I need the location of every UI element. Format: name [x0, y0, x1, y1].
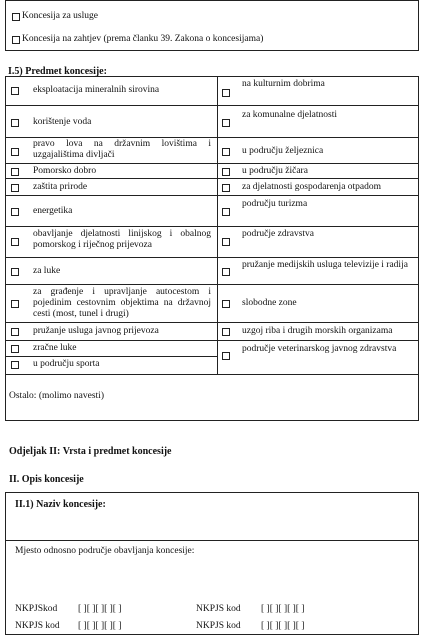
subject-label: Pomorsko dobro: [33, 166, 97, 176]
checkbox[interactable]: [11, 345, 19, 353]
subject-label: u području željeznica: [242, 146, 324, 156]
checkbox[interactable]: [222, 89, 230, 97]
subject-label: područje veterinarskog javnog zdravstva: [242, 344, 397, 354]
checkbox[interactable]: [222, 352, 230, 360]
option-label: Koncesija na zahtjev (prema članku 39. Zakona o koncesijama): [22, 34, 264, 44]
subject-label: području turizma: [242, 199, 308, 209]
subject-label: u području žičara: [242, 166, 308, 176]
checkbox[interactable]: [11, 361, 19, 369]
checkbox[interactable]: [222, 168, 230, 176]
row-divider: [5, 322, 217, 323]
subject-label: pružanje medijskih usluga televizije i radija: [242, 260, 408, 270]
concession-name-label: II.1) Naziv koncesije:: [15, 499, 106, 510]
checkbox[interactable]: [222, 300, 230, 308]
checkbox[interactable]: [11, 148, 19, 156]
row-divider: [5, 540, 419, 541]
row-divider: [5, 195, 217, 196]
row-divider: [5, 284, 217, 285]
section-subtitle-ii: II. Opis koncesije: [9, 474, 84, 485]
nkpjs-code-boxes[interactable]: [ ][ ][ ][ ][ ]: [261, 604, 305, 614]
subject-label: za građenje i upravljanje autocestom i pojedinim cestovnim objektima na državnoj cesti (most, tunel i drugi): [33, 287, 211, 319]
row-divider: [217, 105, 419, 106]
nkpjs-code-boxes[interactable]: [ ][ ][ ][ ][ ]: [78, 604, 122, 614]
subject-label: za luke: [33, 266, 61, 276]
row-divider: [5, 105, 217, 106]
row-divider: [5, 374, 419, 375]
row-divider: [5, 226, 217, 227]
checkbox[interactable]: [11, 300, 19, 308]
row-divider: [217, 178, 419, 179]
row-divider: [5, 340, 217, 341]
checkbox[interactable]: [222, 184, 230, 192]
subject-label: na kulturnim dobrima: [242, 79, 325, 89]
nkpjs-code-boxes[interactable]: [ ][ ][ ][ ][ ]: [78, 621, 122, 631]
checkbox[interactable]: [11, 328, 19, 336]
subject-label: zaštita prirode: [33, 182, 88, 192]
nkpjs-code-label: NKPJSkod: [15, 604, 58, 614]
subject-label: obavljanje djelatnosti linijskog i obalnog pomorskog i riječnog prijevoza: [33, 229, 211, 250]
checkbox[interactable]: [11, 87, 19, 95]
nkpjs-code-label: NKPJS kod: [15, 621, 60, 631]
checkbox[interactable]: [222, 119, 230, 127]
row-divider: [5, 137, 217, 138]
nkpjs-code-boxes[interactable]: [ ][ ][ ][ ][ ]: [261, 621, 305, 631]
checkbox[interactable]: [11, 119, 19, 127]
row-divider: [5, 163, 217, 164]
nkpjs-code-label: NKPJS kod: [196, 621, 241, 631]
location-label: Mjesto odnosno područje obavljanja koncesije:: [15, 546, 195, 556]
subject-label: za djelatnosti gospodarenja otpadom: [242, 182, 382, 192]
subject-label: područje zdravstva: [242, 229, 315, 239]
checkbox[interactable]: [11, 168, 19, 176]
checkbox[interactable]: [222, 208, 230, 216]
subject-label: pružanje usluga javnog prijevoza: [33, 326, 159, 336]
column-divider: [217, 76, 218, 374]
subject-label: pravo lova na državnim lovištima i uzgajalištima divljači: [33, 139, 211, 160]
checkbox[interactable]: [222, 148, 230, 156]
option-label: Koncesija za usluge: [22, 11, 98, 21]
subject-label: u području sporta: [33, 359, 100, 369]
row-divider: [217, 284, 419, 285]
checkbox-koncesija-usluge[interactable]: [12, 13, 20, 21]
section-title-ii: Odjeljak II: Vrsta i predmet koncesije: [9, 446, 172, 457]
row-divider: [5, 356, 217, 357]
checkbox[interactable]: [11, 238, 19, 246]
row-divider: [217, 340, 419, 341]
checkbox[interactable]: [222, 268, 230, 276]
row-divider: [5, 178, 217, 179]
nkpjs-code-label: NKPJS kod: [196, 604, 241, 614]
subject-label: slobodne zone: [242, 298, 297, 308]
subject-label: korištenje voda: [33, 117, 92, 127]
checkbox-koncesija-zahtjev[interactable]: [12, 36, 20, 44]
section-heading-i5: I.5) Predmet koncesije:: [8, 66, 107, 77]
subject-label: za komunalne djelatnosti: [242, 110, 337, 120]
checkbox[interactable]: [11, 208, 19, 216]
row-divider: [217, 322, 419, 323]
row-divider: [217, 226, 419, 227]
row-divider: [217, 137, 419, 138]
other-field-label: Ostalo: (molimo navesti): [9, 391, 104, 401]
row-divider: [217, 257, 419, 258]
checkbox[interactable]: [222, 238, 230, 246]
checkbox[interactable]: [222, 328, 230, 336]
checkbox[interactable]: [11, 184, 19, 192]
row-divider: [5, 257, 217, 258]
checkbox[interactable]: [11, 268, 19, 276]
row-divider: [217, 163, 419, 164]
subject-label: energetika: [33, 206, 73, 216]
subject-label: uzgoj riba i drugih morskih organizama: [242, 326, 393, 336]
subject-label: zračne luke: [33, 343, 77, 353]
row-divider: [217, 195, 419, 196]
subject-label: eksploatacija mineralnih sirovina: [33, 85, 160, 95]
